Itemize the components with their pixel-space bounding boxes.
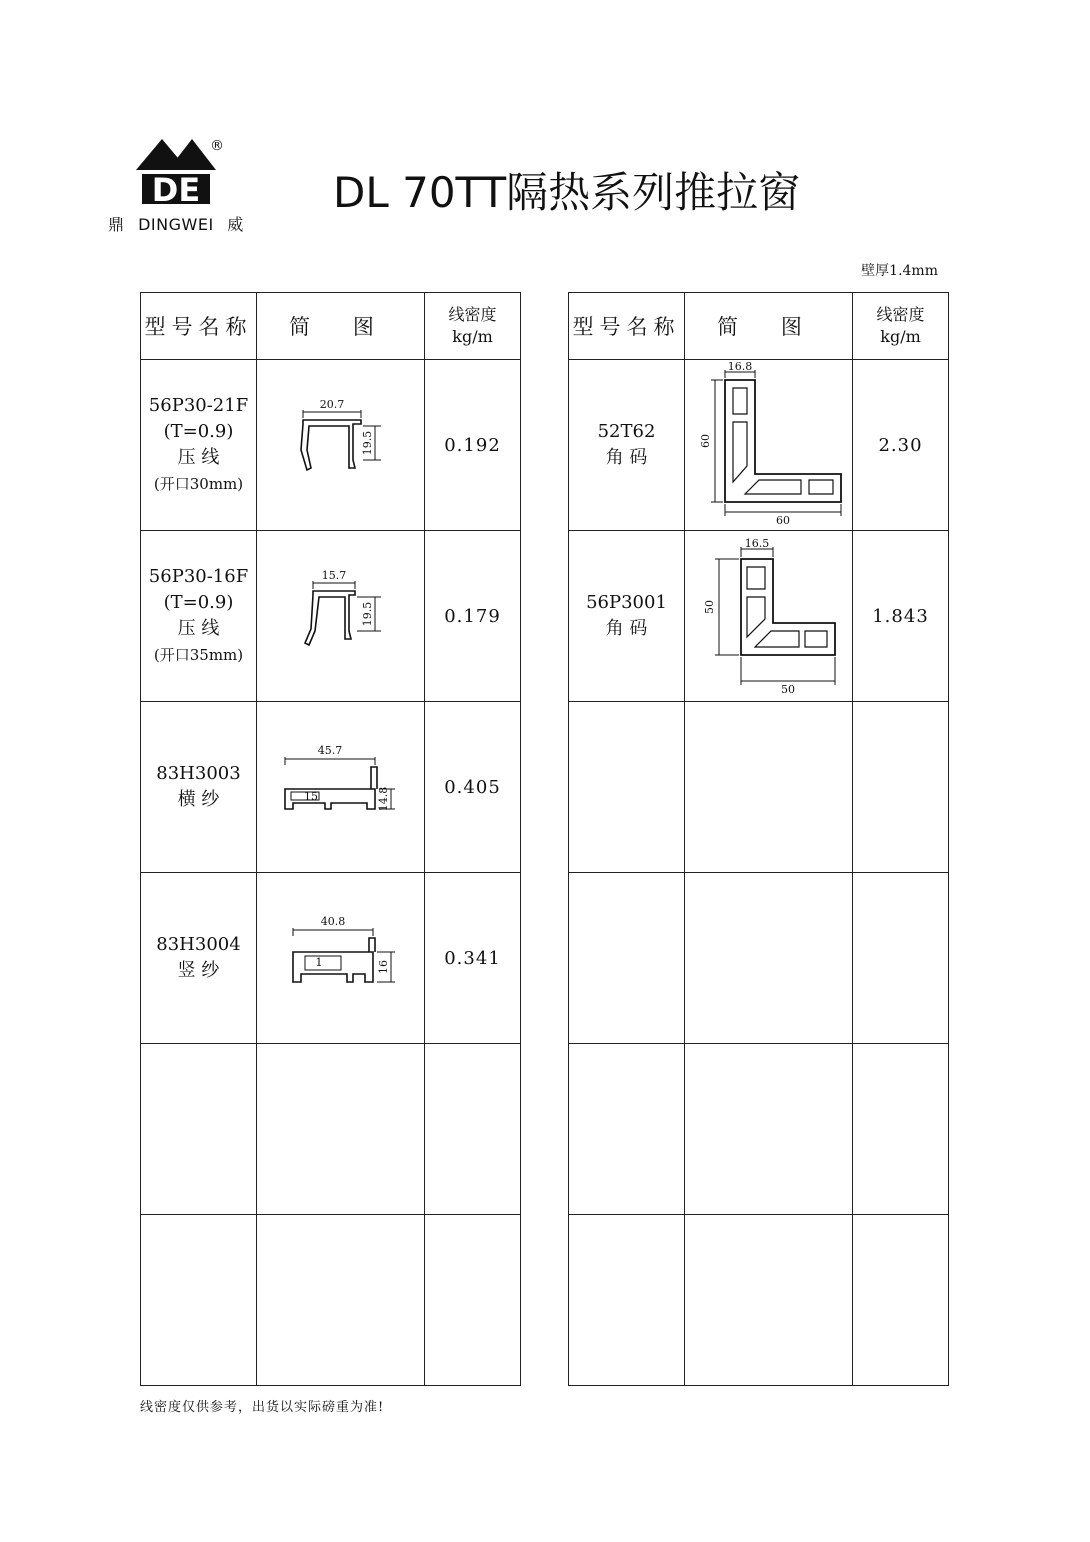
svg-text:50: 50	[702, 600, 716, 614]
table-row	[141, 531, 521, 702]
header-density	[425, 293, 521, 360]
density-disclaimer: 线密度仅供参考，出货以实际磅重为准!	[140, 1400, 385, 1415]
header-density	[853, 293, 949, 360]
model-code: 83H3004	[156, 934, 241, 955]
model-type: 横 纱	[177, 789, 220, 810]
model-cell	[569, 360, 685, 531]
table-header-row	[569, 293, 949, 360]
svg-text:60: 60	[698, 434, 712, 448]
sketch-cell	[685, 360, 853, 531]
model-type: 角 码	[605, 618, 648, 639]
model-cell	[141, 360, 257, 531]
model-code: 56P30-21F	[148, 395, 249, 416]
table-row	[141, 702, 521, 873]
sketch-cell	[257, 873, 425, 1044]
svg-text:16.8: 16.8	[727, 362, 752, 373]
corner-bracket-sketch-icon	[689, 533, 849, 699]
header-sketch: 简 图	[685, 293, 853, 360]
svg-text:®: ®	[210, 138, 224, 154]
density-value: 0.192	[425, 360, 521, 531]
svg-text:19.5: 19.5	[360, 430, 374, 456]
model-code: 83H3003	[156, 763, 241, 784]
profile-sketch-icon	[271, 737, 411, 837]
header-density-unit: kg/m	[880, 327, 921, 346]
svg-text:40.8: 40.8	[320, 915, 345, 928]
model-code: 56P3001	[586, 592, 667, 613]
svg-text:45.7: 45.7	[317, 744, 342, 757]
profile-sketch-icon	[281, 390, 401, 500]
sketch-cell	[685, 531, 853, 702]
wall-thickness-note: 壁厚1.4mm	[861, 263, 938, 279]
profile-table-right	[568, 292, 949, 1386]
density-value: 0.405	[425, 702, 521, 873]
brand-right-char: 威	[227, 215, 244, 234]
table-row-empty	[569, 1215, 949, 1386]
table-row-empty	[569, 873, 949, 1044]
svg-text:1: 1	[315, 956, 322, 969]
density-value: 1.843	[853, 531, 949, 702]
model-opening: (开口30mm)	[153, 475, 244, 493]
header-density-unit: kg/m	[452, 327, 493, 346]
model-spec: (T=0.9)	[163, 592, 234, 613]
density-value: 2.30	[853, 360, 949, 531]
model-cell	[141, 531, 257, 702]
brand-name	[108, 212, 258, 235]
header-model-name: 型号名称	[141, 293, 257, 360]
corner-bracket-sketch-icon	[689, 362, 849, 528]
table-row-empty	[141, 1044, 521, 1215]
profile-sketch-icon	[271, 908, 411, 1008]
brand-wordmark: DINGWEI	[138, 215, 214, 234]
model-type: 竖 纱	[177, 960, 220, 981]
sketch-cell	[257, 702, 425, 873]
page-title: DL 70TT隔热系列推拉窗	[333, 168, 801, 217]
density-value: 0.179	[425, 531, 521, 702]
table-row	[141, 873, 521, 1044]
header-density-label: 线密度	[876, 305, 925, 324]
table-row	[569, 360, 949, 531]
model-cell	[141, 702, 257, 873]
svg-text:60: 60	[775, 514, 790, 527]
svg-text:15.7: 15.7	[321, 569, 346, 582]
sketch-cell	[257, 531, 425, 702]
model-code: 52T62	[597, 421, 656, 442]
svg-text:16.5: 16.5	[744, 537, 769, 550]
svg-text:14.8: 14.8	[376, 786, 390, 812]
svg-text:15: 15	[303, 790, 318, 803]
density-value: 0.341	[425, 873, 521, 1044]
svg-text:16: 16	[376, 960, 390, 974]
table-row	[141, 360, 521, 531]
dingwei-logo-icon	[136, 134, 226, 209]
model-spec: (T=0.9)	[163, 421, 234, 442]
model-code: 56P30-16F	[148, 566, 249, 587]
table-row-empty	[569, 1044, 949, 1215]
model-type: 压 线	[177, 618, 220, 639]
table-row-empty	[569, 702, 949, 873]
svg-text:19.5: 19.5	[360, 601, 374, 627]
model-type: 角 码	[605, 447, 648, 468]
header-sketch: 简 图	[257, 293, 425, 360]
svg-text:DE: DE	[151, 171, 201, 209]
profile-sketch-icon	[281, 561, 401, 671]
table-header-row	[141, 293, 521, 360]
brand-left-char: 鼎	[108, 215, 125, 234]
profile-table-left	[140, 292, 521, 1386]
model-opening: (开口35mm)	[153, 646, 244, 664]
model-type: 压 线	[177, 447, 220, 468]
table-row-empty	[141, 1215, 521, 1386]
header-model-name: 型号名称	[569, 293, 685, 360]
header-density-label: 线密度	[448, 305, 497, 324]
model-cell	[141, 873, 257, 1044]
table-row	[569, 531, 949, 702]
brand-logo	[108, 134, 258, 234]
sketch-cell	[257, 360, 425, 531]
svg-text:20.7: 20.7	[319, 398, 344, 411]
model-cell	[569, 531, 685, 702]
svg-text:50: 50	[780, 683, 795, 696]
